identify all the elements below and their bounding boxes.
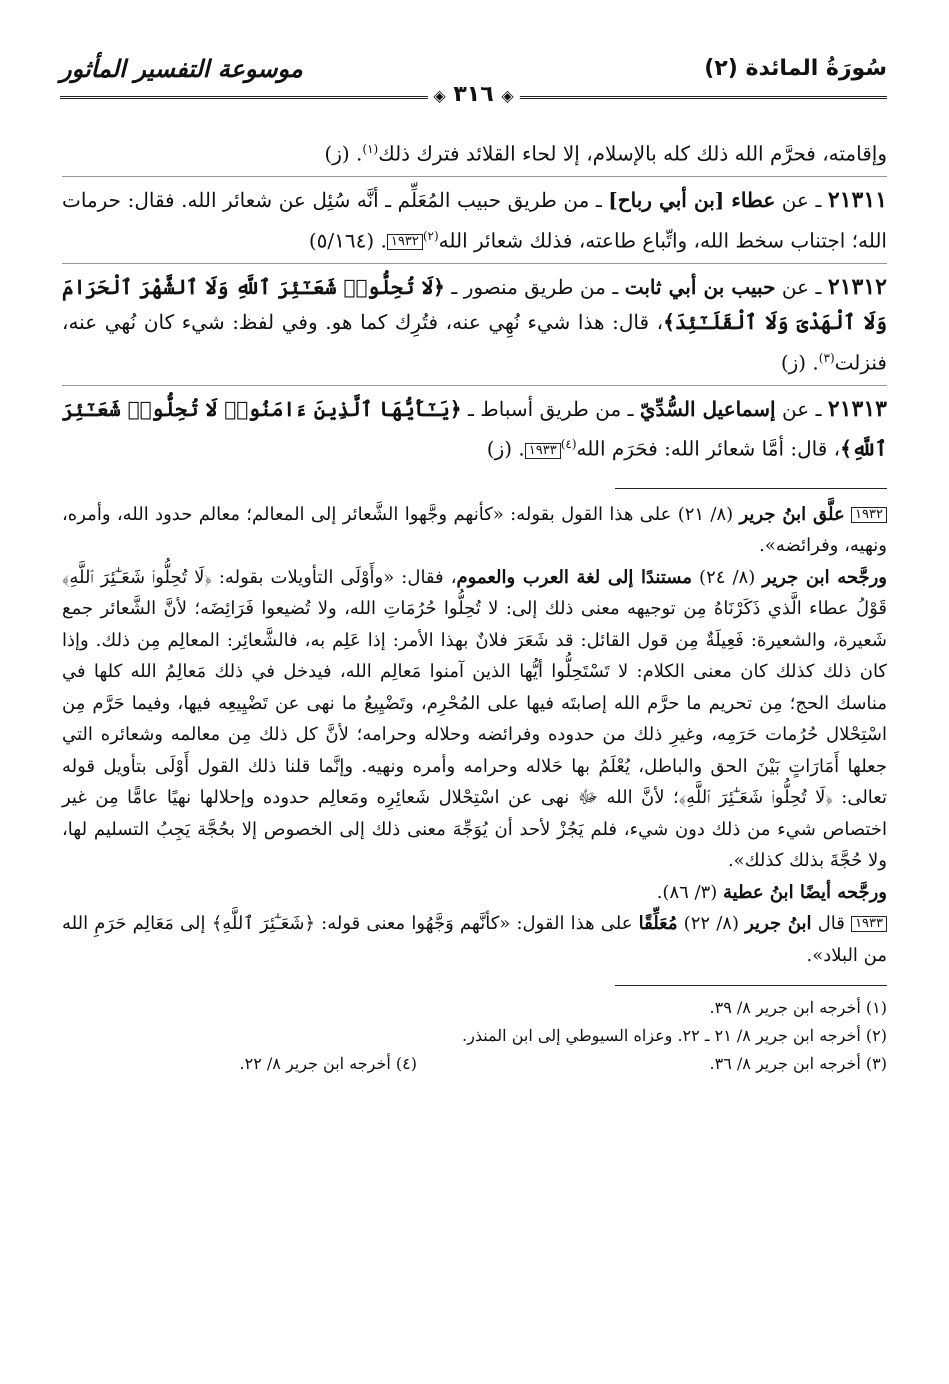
- page-header: [60, 52, 887, 118]
- footnote-marker: (٤): [560, 437, 577, 452]
- hadith-entry: [62, 392, 887, 468]
- footnote-marker: (٣): [818, 350, 835, 365]
- source-code: . (ز): [486, 437, 525, 462]
- entry-number: ٢١٣١٣: [827, 395, 887, 422]
- page-number-block: [427, 82, 519, 107]
- note-author: ابنُ جرير: [745, 913, 812, 935]
- note-method: مُعَلِّقًا: [638, 913, 678, 935]
- footnote-row: [62, 1050, 887, 1078]
- book-title: موسوعة التفسير المأثور: [60, 54, 303, 83]
- footnote: [62, 994, 887, 1022]
- note-author: ابنُ عطية: [723, 881, 794, 903]
- entry-number: ٢١٣١٢: [827, 273, 887, 300]
- entry-text: ، قال: هذا شيء نُهِي عنه، فتُرِك كما هو. وفي لفظ: شيء كان نُهي عنه، فنزلت: [62, 310, 887, 375]
- paragraph-text: وإقامته، فحرَّم الله ذلك كله بالإسلام، إلا لحاء القلائد فترك ذلك: [378, 141, 887, 166]
- note-lead: ورجَّحه ابن جرير: [762, 566, 887, 588]
- footnote-text: (١) أخرجه ابن جرير ٨/ ٣٩.: [709, 998, 887, 1018]
- paragraph: [62, 132, 887, 177]
- quran-verse: ﴿يَـٰٓأَيُّهَا ٱلَّذِينَ ءَامَنُوا۟ لَا تُحِلُّوا۟ شَعَـٰٓئِرَ ٱللَّهِ﴾: [62, 396, 887, 462]
- commentary-note: [62, 877, 887, 909]
- ornament-icon: ◈: [433, 86, 446, 105]
- source-code: . (ز): [324, 141, 363, 166]
- note-text: (٨/ ٢١) على هذا القول بقوله: «كأنهم وجَّهوا الشَّعائر إلى المعالم؛ معالم حدود الله، وأمره، ونهيه، وفرائضه».: [62, 503, 887, 557]
- footnote-marker: (١): [362, 142, 379, 156]
- commentary-note: [62, 562, 887, 877]
- note-method: مستندًا إلى لغة العرب والعموم: [456, 566, 692, 588]
- page-number: ٣١٦: [453, 82, 494, 107]
- note-text: ، فقال: «وأَوْلَى التأويلات بقوله: ﴿لَا تُحِلُّوا۟ شَعَـٰٓئِرَ ٱللَّهِ﴾ قَوْلُ عطاء الَّذي ذَكَرْنَاهُ مِن توجيهه معنى ذلك إلى: لا تُحِلُّوا حُرُمَاتِ الله، ولا تُضيعوا فَرَائِضَه؛ لأنَّ الشَّعائر جمع شَعيرة، والشعيرة: فَعِيلَةٌ مِن قول القائل: قد شَعَرَ فلانٌ بهذا الأمر: إذا عَلِم به، فالشَّعائِر: المعالِم مِن ذلك. وإذا كان ذلك كذلك كان معنى الكلام: لا تَسْتَحِلُّوا أيُّها الذين آمنوا مَعالِم الله، فيدخل في ذلك مَعالِمُ الله كلها في مناسك الحج؛ مِن تحريم ما حرَّم الله إصابتَه فيها على المُحْرِم، وتَضْيِيعُ ما نهى عن تَضْيِيعِه فيها، وفيما حَرَّم مِن اسْتِحْلال حُرُمات حَرَمِه، وغيرِ ذلك من حدوده وفرائضه وحلاله وحرامه؛ لأنَّ كل ذلك مِن معالمه وشعائره التي جعلها أَمَارَاتٍ بَيْنَ الحق والباطل، يُعْلَمُ بها حَلاله وحرامه وأمره ونهيه. وإنَّما قلنا ذلك القول أَوْلَى بتأويل قوله تعالى: ﴿لَا تُحِلُّوا۟ شَعَـٰٓئِرَ ٱللَّهِ﴾؛ لأنَّ الله ﷻ نهى عن اسْتِحْلال شَعائِرِه ومَعالِم حدوده وإحلالها نهيًا عامًّا مِن غير اختصاص شيء من ذلك دون شيء، فلم يَجُزْ لأحد أن يُوَجِّهَ معنى ذلك إلى الخصوص إلا بحُجَّة يَجِبُ التسليم لها، ولا حُجَّةَ بذلك كذلك».: [62, 566, 887, 872]
- quran-verse: ﴿لَا تُحِلُّوا۟ شَعَـٰٓئِرَ ٱللَّهِ وَلَا ٱلشَّهْرَ ٱلْحَرَامَ وَلَا ٱلْهَدْىَ وَلَا ٱلْقَلَـٰٓئِدَ﴾: [62, 274, 887, 335]
- connector-text: ـ عن: [775, 274, 828, 299]
- footnote-text: (٣) أخرجه ابن جرير ٨/ ٣٦.: [709, 1054, 887, 1074]
- narrator-name: عطاء [بن أبي رباح]: [608, 188, 776, 213]
- entry-text: ـ من طريق منصور ـ: [444, 274, 625, 299]
- ornament-icon: ◈: [501, 86, 514, 105]
- narrator-name: حبيب بن أبي ثابت: [624, 274, 776, 299]
- note-reference: ١٩٣٣: [525, 443, 561, 459]
- entry-number: ٢١٣١١: [827, 187, 888, 214]
- commentary-note: [62, 908, 887, 971]
- footnote: [62, 1022, 887, 1050]
- source-code: . (٥/١٦٤): [308, 228, 387, 253]
- note-citation: (٨/ ٢٢): [677, 913, 746, 935]
- hadith-entry: [62, 183, 887, 264]
- main-text: [62, 132, 887, 1078]
- note-reference: ١٩٣٢: [387, 234, 423, 250]
- narrator-name: إسماعيل السُّدِّيّ: [639, 396, 776, 421]
- entry-text: ، قال: أمَّا شعائر الله: فحَرَم الله: [576, 437, 841, 462]
- surah-title: سُورَةُ المائدة (٢): [704, 56, 887, 81]
- footnote-text: (٢) أخرجه ابن جرير ٨/ ٢١ ـ ٢٢. وعزاه السيوطي إلى ابن المنذر.: [462, 1026, 887, 1046]
- footnote-marker: (٢): [422, 228, 439, 243]
- note-lead: قال: [811, 913, 845, 935]
- hadith-entry: [62, 270, 887, 386]
- note-reference: ١٩٣٣: [851, 916, 887, 932]
- connector-text: ـ عن: [775, 396, 828, 421]
- entry-text: ـ من طريق حبيب المُعَلِّم ـ أنَّه سُئِل عن شعائر الله. فقال: حرمات الله؛ اجتناب سخط الله، واتِّباع طاعته، فذلك شعائر الله: [62, 188, 887, 253]
- note-reference: ١٩٣٢: [851, 507, 887, 523]
- note-text: (٣/ ٨٦).: [656, 881, 723, 903]
- source-code: . (ز): [780, 350, 819, 375]
- note-citation: (٨/ ٢٤): [691, 566, 763, 588]
- footnotes-divider: [615, 985, 887, 986]
- note-text: على هذا القول: «كأنَّهم وَجَّهُوا معنى قوله: ﴿شَعَـٰٓئِرَ ٱللَّهِ﴾ إلى مَعَالِم حَرَمِ الله من البلاد».: [62, 913, 887, 966]
- note-lead: ورجَّحه أيضًا: [793, 881, 887, 903]
- footnote-text: (٤) أخرجه ابن جرير ٨/ ٢٢.: [239, 1054, 417, 1074]
- note-lead: علَّق ابنُ جرير: [739, 503, 845, 525]
- notes-divider: [615, 488, 887, 489]
- entry-text: ـ من طريق أسباط ـ: [461, 396, 640, 421]
- connector-text: ـ عن: [775, 188, 828, 213]
- commentary-note: [62, 499, 887, 562]
